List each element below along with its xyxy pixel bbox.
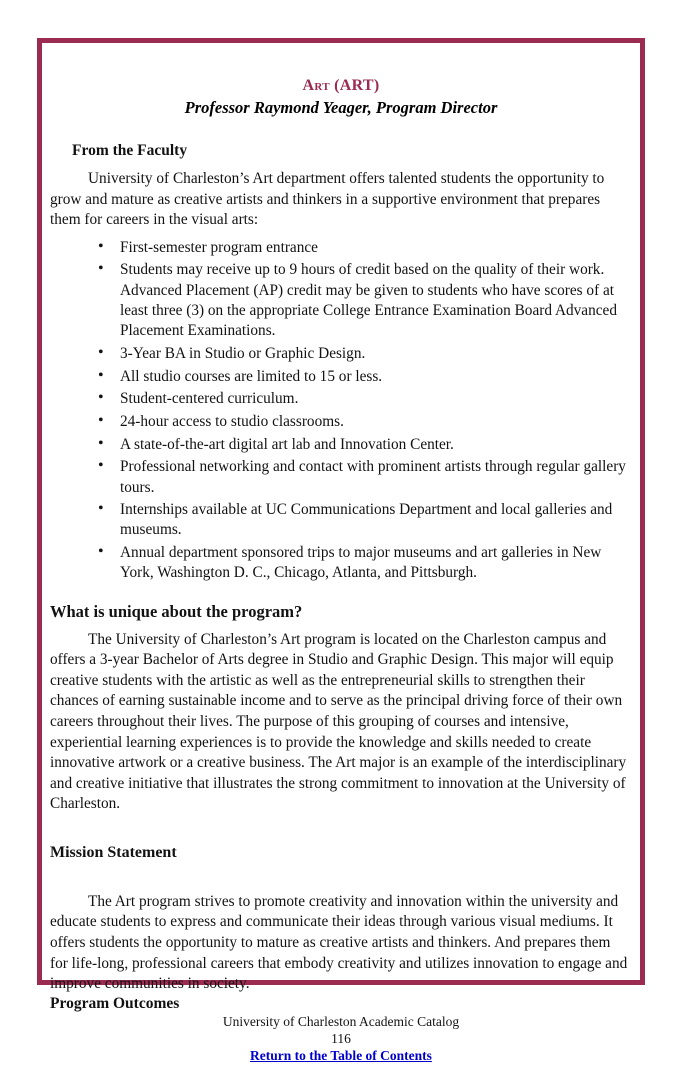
faculty-heading: From the Faculty — [72, 142, 188, 159]
unique-paragraph: The University of Charleston’s Art program is located on the Charleston campus and offers a 3-year Bachelor of Arts degree in Studio and Graphic Design. This major will equip creative students with the artistic as well as the entrepreneurial skills to strengthen their chances of earning sustainable income and to serve as the principal driving force of their own careers throughout their lives. The purpose of this grouping of courses and intensive, experiential learning experiences is to provide the knowledge and skills needed to create innovative artwork or a creative business. The Art major is an example of the interdisciplinary and creative initiative that illustrates the strong commitment to innovation at the University of Charleston. — [50, 630, 627, 813]
bullet-item: • Students may receive up to 9 hours of credit based on the quality of their work. Advanced Placement (AP) credit may be given to students who have scores of at least three (3) on the appropriate College Entrance Examination Board Advanced Placement Examinations. — [120, 260, 632, 341]
program-features-list — [50, 238, 632, 584]
bullet-item: • Internships available at UC Communications Department and local galleries and museums. — [120, 500, 632, 540]
mission-paragraph: The Art program strives to promote creativity and innovation within the university and educate students to express and communicate their ideas through various visual mediums. It offers students the opportunity to mature as creative artists and thinkers. And prepares them for life-long, professional careers that embody creativity and utilizes innovation to engage and improve communities in society. — [50, 892, 628, 993]
bullet-item: • 3-Year BA in Studio or Graphic Design. — [120, 344, 632, 364]
page-border-frame — [37, 38, 645, 1063]
unique-heading: What is unique about the program? — [50, 601, 303, 621]
program-director-line: Professor Raymond Yeager, Program Director — [184, 98, 498, 117]
section-from-the-faculty — [50, 142, 632, 600]
page-footer — [50, 1013, 632, 1066]
page-title: Art (ART) — [302, 77, 380, 94]
bullet-item: • Student-centered curriculum. — [120, 389, 632, 409]
bullet-item: • 24-hour access to studio classrooms. — [120, 412, 632, 432]
bullet-item: • All studio courses are limited to 15 or less. — [120, 367, 632, 387]
page-header — [50, 77, 632, 142]
bullet-item: • A state-of-the-art digital art lab and Innovation Center. — [120, 435, 632, 455]
faculty-intro-paragraph: University of Charleston’s Art department offers talented students the opportunity to grow and mature as creative artists and thinkers in a supportive environment that prepares them for careers in the visual arts: — [50, 170, 605, 229]
section-mission-statement — [50, 822, 632, 1013]
return-to-toc-link[interactable]: Return to the Table of Contents — [250, 1047, 432, 1063]
program-outcomes-heading: Program Outcomes — [50, 994, 180, 1012]
section-unique-program — [50, 600, 632, 822]
bullet-item: • Professional networking and contact with prominent artists through regular gallery tours. — [120, 457, 632, 497]
bullet-item: • First-semester program entrance — [120, 238, 632, 258]
catalog-title: University of Charleston Academic Catalog — [222, 1013, 460, 1029]
bullet-item: • Annual department sponsored trips to major museums and art galleries in New York, Washington D. C., Chicago, Atlanta, and Pittsburgh. — [120, 543, 632, 583]
page-number: 116 — [331, 1030, 351, 1046]
mission-heading: Mission Statement — [50, 843, 177, 861]
